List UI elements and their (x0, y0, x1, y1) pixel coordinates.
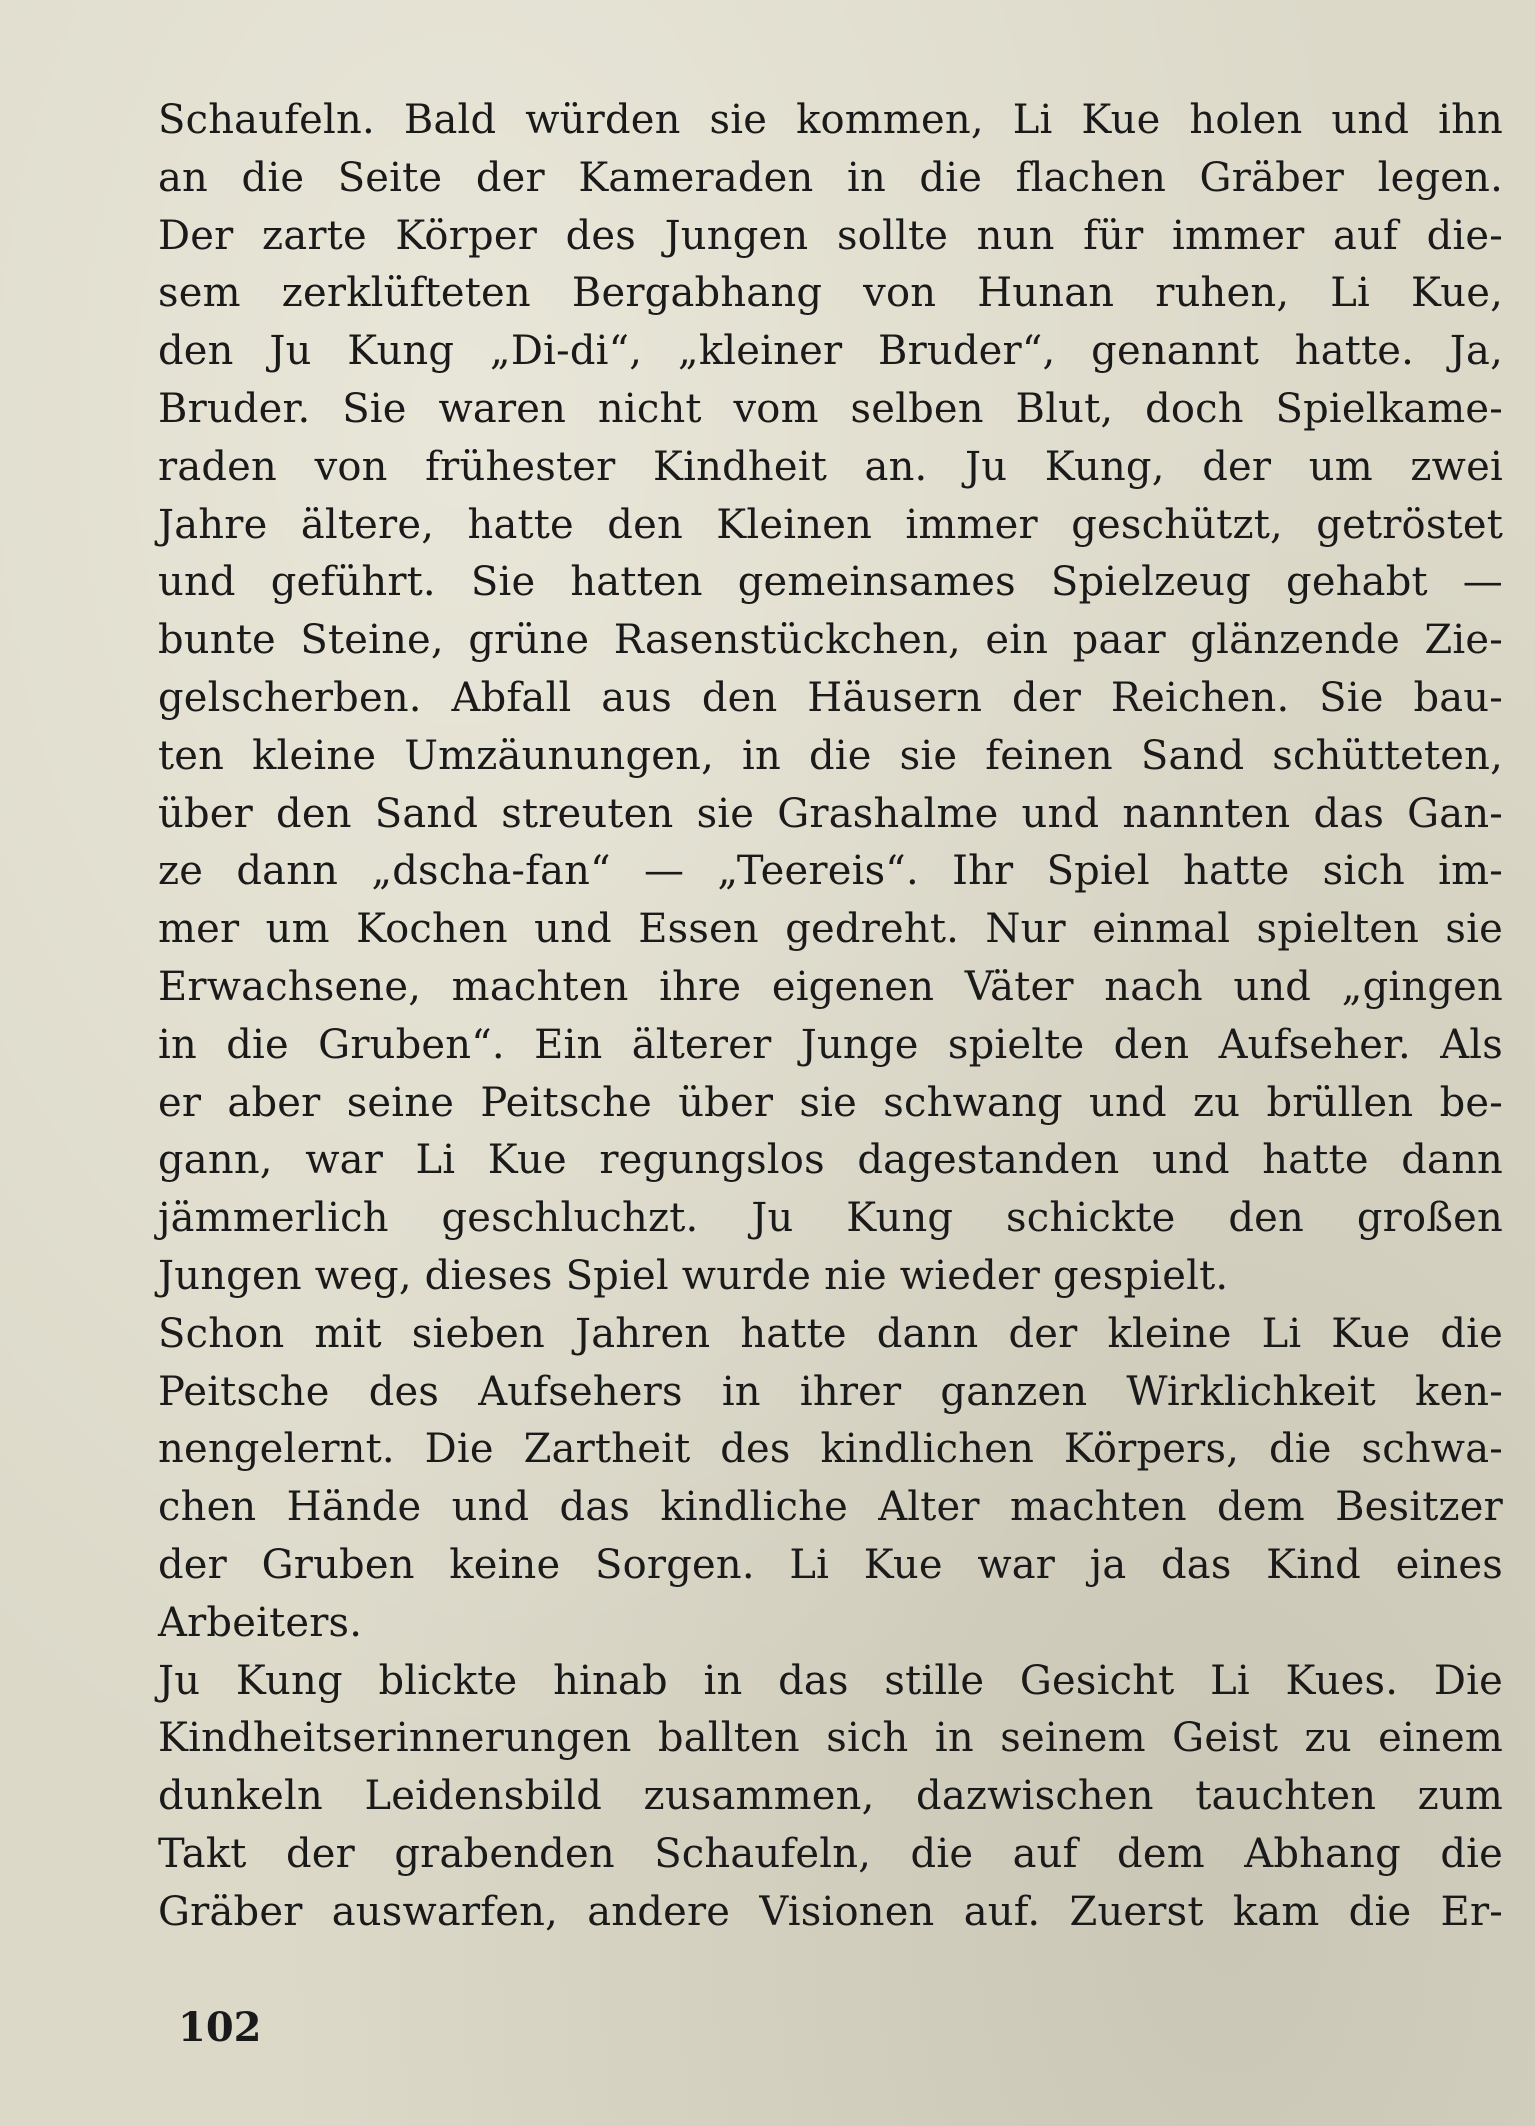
text-line: bunte Steine, grüne Rasenstückchen, ein paar glänzende Zie- (158, 617, 1503, 664)
text-line: dunkeln Leidensbild zusammen, dazwischen tauchten zum (158, 1773, 1503, 1820)
text-line: gann, war Li Kue regungslos dagestanden und hatte dann (158, 1137, 1503, 1184)
text-line: raden von frühester Kindheit an. Ju Kung, der um zwei (158, 443, 1503, 490)
text-line-paragraph-end: Jungen weg, dieses Spiel wurde nie wieder gespielt. (158, 1252, 1229, 1299)
text-line: Takt der grabenden Schaufeln, die auf dem Abhang die (158, 1830, 1503, 1877)
text-line: Schon mit sieben Jahren hatte dann der kleine Li Kue die (158, 1310, 1503, 1357)
body-text (158, 92, 1503, 1942)
text-line: und geführt. Sie hatten gemeinsames Spielzeug gehabt — (158, 559, 1503, 606)
text-line: in die Gruben“. Ein älterer Junge spielte den Aufseher. Als (158, 1021, 1503, 1068)
text-line-paragraph-end: Arbeiters. (158, 1599, 363, 1646)
text-line: Kindheitserinnerungen ballten sich in seinem Geist zu einem (158, 1715, 1503, 1762)
text-line: jämmerlich geschluchzt. Ju Kung schickte den großen (158, 1195, 1503, 1242)
text-line: an die Seite der Kameraden in die flachen Gräber legen. (158, 154, 1503, 201)
text-line: ze dann „dscha-fan“ — „Teereis“. Ihr Spiel hatte sich im- (158, 848, 1503, 895)
text-line: der Gruben keine Sorgen. Li Kue war ja das Kind eines (158, 1541, 1503, 1588)
text-line: Bruder. Sie waren nicht vom selben Blut, doch Spielkame- (158, 385, 1503, 432)
text-line: Peitsche des Aufsehers in ihrer ganzen Wirklichkeit ken- (158, 1368, 1503, 1415)
text-line: er aber seine Peitsche über sie schwang und zu brüllen be- (158, 1079, 1503, 1126)
text-line: Jahre ältere, hatte den Kleinen immer geschützt, getröstet (158, 501, 1503, 548)
page-number: 102 (178, 2004, 262, 2051)
text-line: Ju Kung blickte hinab in das stille Gesicht Li Kues. Die (158, 1657, 1503, 1704)
text-line: ten kleine Umzäunungen, in die sie feinen Sand schütteten, (158, 732, 1503, 779)
text-line: Der zarte Körper des Jungen sollte nun für immer auf die- (158, 212, 1503, 259)
text-line: nengelernt. Die Zartheit des kindlichen Körpers, die schwa- (158, 1426, 1503, 1473)
text-line: chen Hände und das kindliche Alter machten dem Besitzer (158, 1484, 1503, 1531)
text-line: sem zerklüfteten Bergabhang von Hunan ruhen, Li Kue, (158, 270, 1503, 317)
text-line: mer um Kochen und Essen gedreht. Nur einmal spielten sie (158, 906, 1503, 953)
text-line: Erwachsene, machten ihre eigenen Väter nach und „gingen (158, 963, 1503, 1010)
text-line: über den Sand streuten sie Grashalme und nannten das Gan- (158, 790, 1503, 837)
text-line: den Ju Kung „Di-di“, „kleiner Bruder“, genannt hatte. Ja, (158, 328, 1503, 375)
text-line: Gräber auswarfen, andere Visionen auf. Zuerst kam die Er- (158, 1888, 1503, 1935)
text-line: Schaufeln. Bald würden sie kommen, Li Kue holen und ihn (158, 97, 1503, 143)
text-line: gelscherben. Abfall aus den Häusern der Reichen. Sie bau- (158, 674, 1503, 721)
